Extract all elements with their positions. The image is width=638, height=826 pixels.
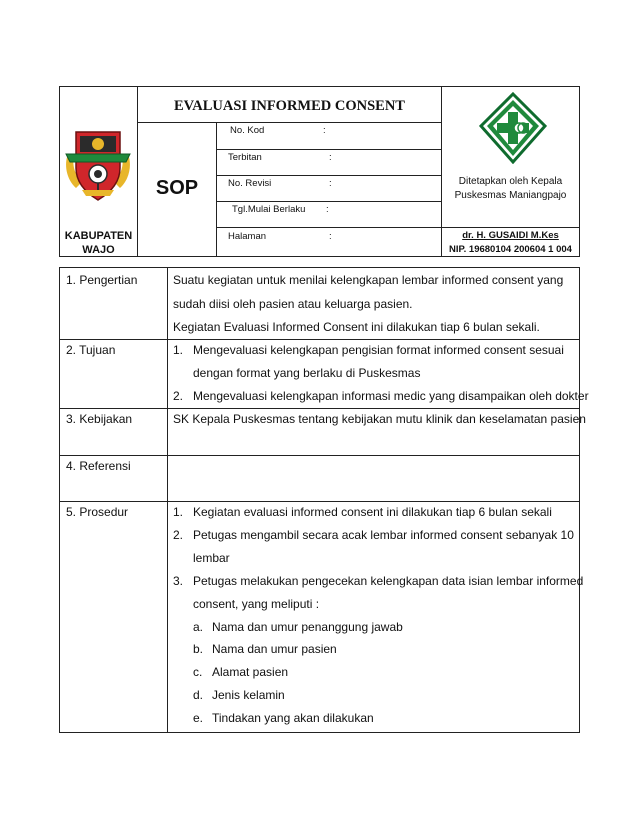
list-item-text: consent, yang meliputi : [193,597,320,611]
field-separator: : [329,231,332,242]
regency-label-line1: KABUPATEN [64,230,133,242]
section-label-kebijakan: 3. Kebijakan [66,412,133,426]
field-label: Terbitan [228,152,262,163]
sublist-item-text: Jenis kelamin [212,688,285,702]
pengertian-text: Suatu kegiatan untuk menilai kelengkapan lembar informed consent yang [173,273,564,287]
section-label-prosedur: 5. Prosedur [66,505,129,519]
sublist-item-text: Nama dan umur pasien [212,642,337,656]
field-separator: : [329,152,332,163]
field-label: Halaman [228,231,267,242]
signer-name: dr. H. GUSAIDI M.Kes [462,230,559,241]
sop-label: SOP [155,177,199,199]
list-number: 1. [173,343,184,357]
list-number: 1. [173,505,184,519]
list-item-text: Petugas melakukan pengecekan kelengkapan data isian lembar informed [193,574,584,588]
list-item-text: dengan format yang berlaku di Puskesmas [193,366,421,380]
sublist-item-text: Tindakan yang akan dilakukan [212,711,374,725]
section-label-referensi: 4. Referensi [66,459,131,473]
wajo-emblem-icon [62,124,134,204]
sublist-letter: e. [193,711,204,725]
field-label: Tgl.Mulai Berlaku [232,204,306,215]
list-item-text: Mengevaluasi kelengkapan pengisian format informed consent sesuai [193,343,564,357]
section-label-pengertian: 1. Pengertian [66,273,138,287]
field-separator: : [329,178,332,189]
puskesmas-cross-icon [479,92,547,164]
list-item-text: Kegiatan evaluasi informed consent ini dilakukan tiap 6 bulan sekali [193,505,552,519]
regency-label-line2: WAJO [82,244,115,256]
pengertian-text: sudah diisi oleh pasien atau keluarga pasien. [173,297,413,311]
regency-logo [62,124,134,204]
approval-line1: Ditetapkan oleh Kepala [458,176,563,187]
sublist-letter: b. [193,642,204,656]
list-item-text: lembar [193,551,230,565]
list-number: 2. [173,389,184,403]
list-item-text: Petugas mengambil secara acak lembar informed consent sebanyak 10 [193,528,574,542]
field-label: No. Kod [230,125,265,136]
document-title: EVALUASI INFORMED CONSENT [174,98,405,114]
sublist-letter: a. [193,620,204,634]
signer-nip: NIP. 19680104 200604 1 004 [449,244,572,255]
section-label-tujuan: 2. Tujuan [66,343,116,357]
field-separator: : [326,204,329,215]
list-number: 2. [173,528,184,542]
sublist-item-text: Nama dan umur penanggung jawab [212,620,403,634]
approval-line2: Puskesmas Maniangpajo [454,190,567,201]
field-label: No. Revisi [228,178,272,189]
field-separator: : [323,125,326,136]
sublist-letter: c. [193,665,203,679]
sublist-letter: d. [193,688,204,702]
list-item-text: Mengevaluasi kelengkapan informasi medic yang disampaikan oleh dokter [193,389,589,403]
sublist-item-text: Alamat pasien [212,665,289,679]
puskesmas-logo [479,92,547,164]
kebijakan-text: SK Kepala Puskesmas tentang kebijakan mutu klinik dan keselamatan pasien [173,412,586,426]
list-number: 3. [173,574,184,588]
pengertian-text: Kegiatan Evaluasi Informed Consent ini dilakukan tiap 6 bulan sekali. [173,320,540,334]
